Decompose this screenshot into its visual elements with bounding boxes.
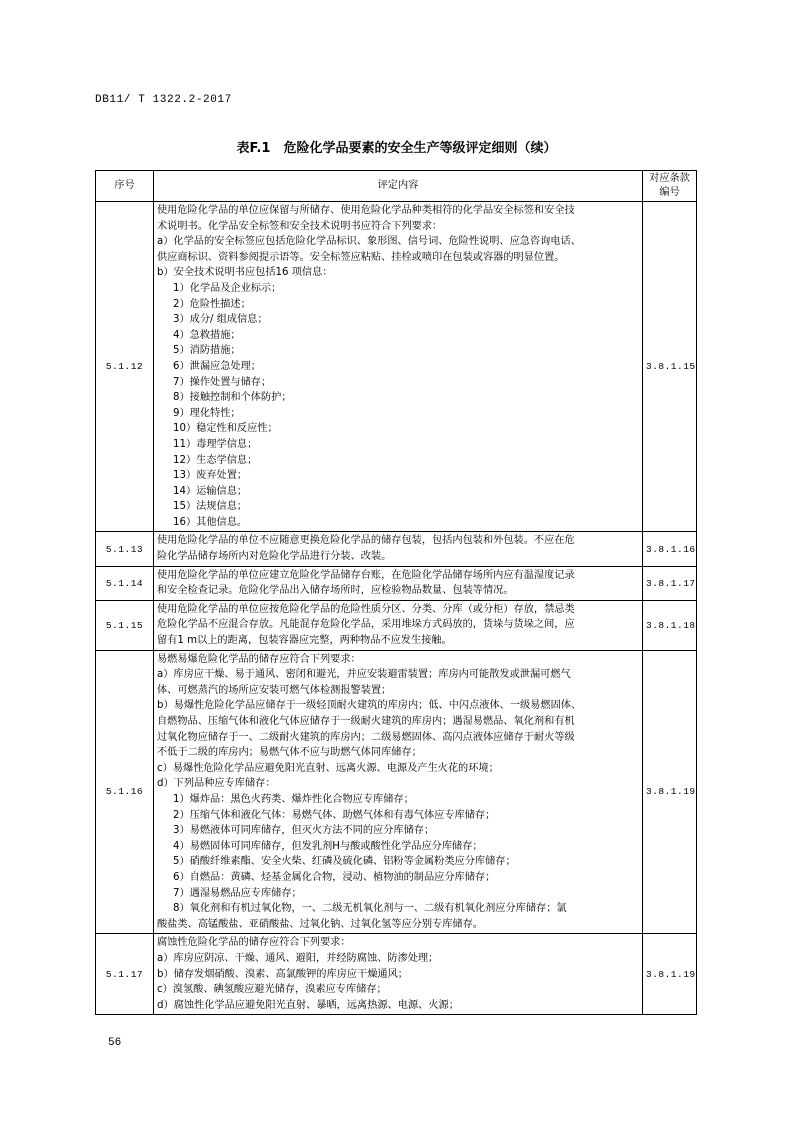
content-line: d）腐蚀性化学品应避免阳光直射、暴晒，远离热源、电源、火源； — [157, 999, 459, 1011]
content-line: 13）废弃处置； — [173, 470, 248, 482]
content-line: 腐蚀性危险化学品的储存应符合下列要求： — [157, 937, 351, 949]
header-clause-no — [643, 171, 697, 202]
row-serial-no: 5.1.15 — [96, 600, 154, 650]
standard-number: DB11/ T 1322.2-2017 — [95, 94, 232, 106]
row-clause-no: 3.8.1.16 — [643, 532, 697, 566]
content-line: 12）生态学信息； — [173, 454, 258, 466]
content-line: 使用危险化学品的单位应按危险化学品的危险性质分区、分类、分库（或分柜）存放，禁忌类 — [157, 603, 575, 615]
row-serial-no: 5.1.16 — [96, 650, 154, 934]
row-serial-no: 5.1.17 — [96, 934, 154, 1015]
table-header-row — [96, 171, 697, 202]
row-evaluation-content — [154, 600, 643, 650]
content-line: 危险化学品不应混合存放。凡能混存危险化学品，采用堆垛方式码放的，货垛与货垛之间，应 — [157, 619, 575, 631]
table-row — [96, 566, 697, 600]
content-line: 险化学品储存场所内对危险化学品进行分装、改装。 — [157, 551, 392, 563]
row-serial-no: 5.1.14 — [96, 566, 154, 600]
content-line: 自燃物品、压缩气体和液化气体应储存于一级耐火建筑的库房内；遇湿易燃品、氧化剂和有机 — [157, 716, 575, 727]
table-row — [96, 934, 697, 1015]
row-clause-no: 3.8.1.17 — [643, 566, 697, 600]
row-serial-no: 5.1.12 — [96, 202, 154, 532]
content-line: 和安全检查记录。危险化学品出入储存场所时，应检验物品数量、包装等情况。 — [157, 585, 514, 597]
table-row — [96, 650, 697, 934]
content-line: 8）接触控制和个体防护； — [173, 392, 292, 404]
content-line: 11）毒理学信息； — [173, 438, 258, 450]
content-line: 6）泄漏应急处理； — [173, 360, 261, 372]
content-line: a）库房应干燥、易于通风、密闭和避光，并应安装避雷装置；库房内可能散发或泄漏可燃气 — [157, 669, 571, 681]
content-line: 1）化学品及企业标示； — [173, 282, 282, 294]
content-line: 酸盐类、高锰酸盐、亚硝酸盐、过氧化钠、过氧化氢等应分别专库储存。 — [157, 918, 483, 930]
content-line: 1）爆炸品：黑色火药类、爆炸性化合物应专库储存； — [173, 793, 414, 805]
content-line: 9）理化特性； — [173, 407, 241, 419]
content-line: 体、可燃蒸汽的场所应安装可燃气体检测报警装置； — [157, 684, 392, 696]
content-line: a）库房应阴凉、干燥、通风、避阳，并经防腐蚀、防渗处理； — [157, 952, 439, 964]
table-row — [96, 600, 697, 650]
content-line: 2）压缩气体和液化气体：易燃气体、助燃气体和有毒气体应专库储存； — [173, 809, 496, 821]
content-line: 3）易燃液体可同库储存，但灭火方法不同的应分库储存； — [173, 825, 435, 837]
content-line: 8）氧化剂和有机过氧化物，一、二级无机氧化剂与一、二级有机氧化剂应分库储存；氯 — [173, 903, 567, 915]
content-line: 16）其他信息。 — [173, 516, 248, 528]
content-line: d）下列品种应专库储存： — [157, 778, 276, 790]
row-clause-no: 3.8.1.18 — [643, 600, 697, 650]
row-clause-no: 3.8.1.19 — [643, 934, 697, 1015]
content-line: 7）遇湿易燃品应专库储存； — [173, 887, 302, 899]
content-line: 4）易燃固体可同库储存，但发乳剂H与酸或酸性化学品应分库储存； — [173, 840, 483, 852]
content-line: 2）危险性描述； — [173, 298, 251, 310]
content-line: c）易爆性危险化学品应避免阳光直射、远离火源、电源及产生火花的环境； — [157, 762, 499, 774]
content-line: 术说明书。化学品安全标签和安全技术说明书应符合下列要求： — [157, 220, 443, 232]
row-evaluation-content — [154, 202, 643, 532]
content-line: b）安全技术说明书应包括16 项信息： — [157, 267, 333, 279]
content-line: 不低于二级的库房内；易燃气体不应与助燃气体同库储存； — [157, 747, 422, 759]
table-row — [96, 532, 697, 566]
row-evaluation-content — [154, 650, 643, 934]
content-line: 使用危险化学品的单位不应随意更换危险化学品的储存包装，包括内包装和外包装。不应在危 — [157, 535, 575, 547]
content-line: 10）稳定性和反应性； — [173, 423, 278, 435]
content-line: 过氧化物应储存于一、二级耐火建筑的库房内；二级易燃固体、高闪点液体应储存于耐火等级 — [157, 731, 575, 743]
row-evaluation-content — [154, 566, 643, 600]
page-number: 56 — [108, 1037, 122, 1049]
table-title: 表F.1 危险化学品要素的安全生产等级评定细则（续） — [236, 141, 557, 156]
content-line: b）易爆性危险化学品应储存于一级轻顶耐火建筑的库房内；低、中闪点液体、一级易燃固体、 — [157, 700, 582, 712]
content-line: 使用危险化学品的单位应建立危险化学品储存台账，在危险化学品储存场所内应有温湿度记录 — [157, 569, 575, 581]
content-line: 7）操作处置与储存； — [173, 376, 272, 388]
content-line: 使用危险化学品的单位应保留与所储存、使用危险化学品种类相符的化学品安全标签和安全技 — [157, 205, 575, 216]
header-evaluation-content: 评定内容 — [154, 171, 643, 202]
header-serial-no: 序号 — [96, 171, 154, 202]
row-clause-no: 3.8.1.19 — [643, 650, 697, 934]
content-line: 4）急救措施； — [173, 329, 241, 341]
row-evaluation-content — [154, 934, 643, 1015]
content-line: b）储存发烟硝酸、溴素、高氯酸钾的库房应干燥通风； — [157, 968, 408, 980]
content-line: 15）法规信息； — [173, 501, 248, 513]
header-clause-line1: 对应条款 — [649, 173, 690, 184]
evaluation-table — [95, 170, 697, 1015]
table-row — [96, 202, 697, 532]
header-clause-line2: 编号 — [659, 187, 680, 198]
content-line: 14）运输信息； — [173, 485, 248, 497]
content-line: a）化学品的安全标签应包括危险化学品标识、象形图、信号词、危险性说明、应急咨询电话、 — [157, 236, 581, 248]
content-line: 易燃易爆危险化学品的储存应符合下列要求： — [157, 653, 361, 665]
content-line: 供应商标识、资料参阅提示语等。安全标签应粘贴、挂栓或喷印在包装或容器的明显位置。 — [157, 251, 565, 263]
row-evaluation-content — [154, 532, 643, 566]
content-line: 3）成分/ 组成信息； — [173, 314, 268, 326]
content-line: 6）自燃品：黄磷、烃基金属化合物，浸动、植物油的制品应分库储存； — [173, 871, 496, 883]
content-line: 5）消防措施； — [173, 345, 241, 357]
content-line: 留有1 m以上的距离，包装容器应完整，两种物品不应发生接触。 — [157, 635, 452, 647]
row-serial-no: 5.1.13 — [96, 532, 154, 566]
row-clause-no: 3.8.1.15 — [643, 202, 697, 532]
content-line: 5）硝酸纤维素酯、安全火柴、红磷及硫化磷、铝粉等金属粉类应分库储存； — [173, 856, 516, 868]
content-line: c）溴氢酸、碘氢酸应避光储存，溴素应专库储存； — [157, 984, 387, 996]
